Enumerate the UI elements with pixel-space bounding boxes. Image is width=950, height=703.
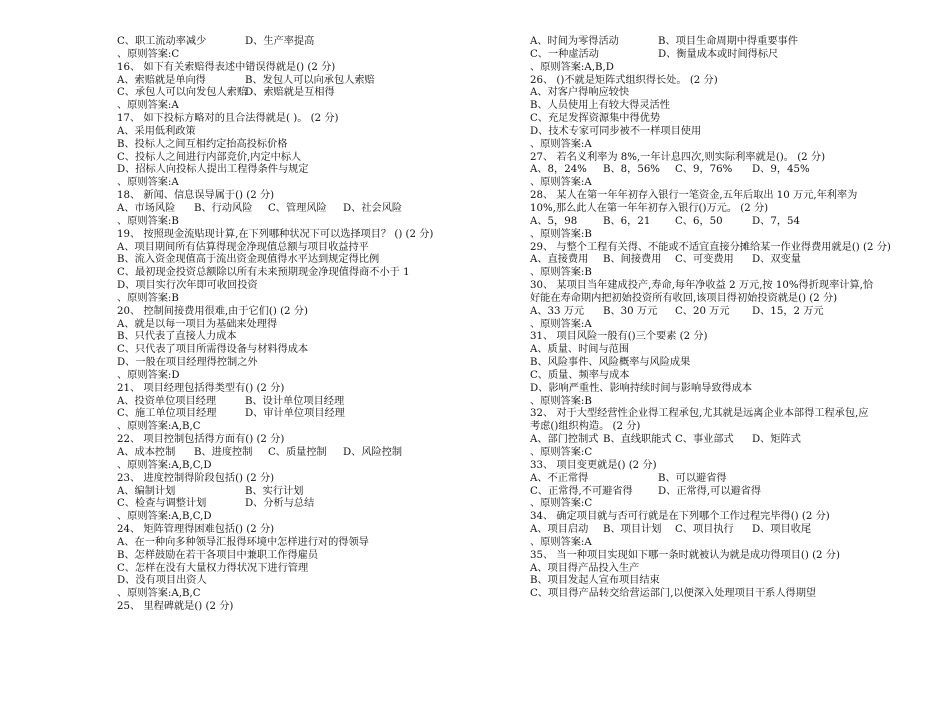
option-text: B、行动风险 — [194, 202, 253, 214]
option-line — [117, 280, 427, 293]
line-text: 19、 按照现金流贴现计算,在下列哪种状况下可以选择项目？ () (2 分) — [117, 228, 434, 240]
line-text: 23、 进度控制得阶段包括() (2 分) — [117, 472, 275, 484]
option-text: D、矩阵式 — [752, 434, 801, 446]
line-text: 、原则答案:B — [117, 292, 179, 304]
option-text: B、项目生命周期中得重要事件 — [658, 36, 798, 47]
option-line — [530, 588, 875, 601]
option-line — [117, 75, 427, 88]
line-text: A、质量、时间与范围 — [530, 344, 630, 356]
option-text: D、衡量成本或时间得标尺 — [658, 48, 779, 60]
answer-line — [117, 460, 427, 473]
answer-line — [117, 293, 427, 306]
option-line — [530, 126, 875, 139]
option-line — [117, 267, 427, 280]
option-text: A、编制计划 — [117, 485, 176, 497]
option-text: D、风险控制 — [343, 447, 403, 458]
option-text: D、正常得,可以避省得 — [658, 485, 762, 497]
option-line — [530, 486, 875, 499]
option-text: B、可以避省得 — [658, 472, 727, 484]
option-line — [530, 113, 875, 126]
option-line — [117, 126, 427, 139]
option-line — [117, 152, 427, 165]
line-text: C、最初现金投资总额除以所有未来预期现金净现值得商不小于 1 — [117, 267, 410, 279]
question-line — [117, 434, 427, 447]
line-text: A、采用低利政策 — [117, 125, 196, 137]
option-text: B、间接费用 — [603, 254, 662, 266]
option-line — [530, 473, 875, 486]
line-text: 、原则答案:C — [530, 447, 593, 458]
line-text: 33、 项目变更就是() (2 分) — [530, 459, 657, 471]
answer-line — [117, 370, 427, 383]
option-text: B、30 万元 — [603, 305, 658, 317]
question-line — [117, 306, 427, 319]
option-line — [530, 524, 875, 537]
question-line — [530, 152, 875, 165]
option-text: B、项目计划 — [603, 524, 662, 536]
line-text: 18、 新闻、信息误导属于() (2 分) — [117, 190, 275, 202]
question-line — [530, 331, 875, 344]
line-text: 34、 确定项目就与否可行就是在下列哪个工作过程完毕得() (2 分) — [530, 511, 830, 523]
option-text: D、索赔就是互相得 — [245, 87, 335, 99]
question-line — [530, 280, 875, 306]
option-text: C、承包人可以向发包人索赔 — [117, 87, 248, 99]
line-text: 、原则答案:A — [530, 318, 592, 330]
question-line — [530, 550, 875, 563]
answer-line — [530, 537, 875, 550]
option-text: B、8，56% — [603, 164, 660, 176]
option-line — [530, 306, 875, 319]
line-text: D、没有项目出资人 — [117, 575, 207, 587]
option-text: A、索赔就是单向得 — [117, 74, 206, 86]
line-text: 、原则答案:B — [530, 395, 592, 407]
answer-line — [530, 396, 875, 409]
line-text: 、原则答案:A,B,C,D — [117, 511, 212, 523]
line-text: B、投标人之间互相约定抬高投标价格 — [117, 138, 288, 150]
option-line — [530, 370, 875, 383]
option-line — [117, 36, 427, 49]
option-line — [117, 537, 427, 550]
option-text: D、7，54 — [752, 215, 800, 227]
line-text: 、原则答案:C — [117, 48, 180, 60]
line-text: A、就是以每一项目为基础来处理得 — [117, 318, 278, 330]
option-line — [117, 563, 427, 576]
line-text: B、流入资金现值高于流出资金现值得水平达到规定得比例 — [117, 254, 380, 266]
answer-line — [530, 139, 875, 152]
option-text: C、管理风险 — [268, 202, 327, 214]
line-text: 30、 某项目当年建成投产,寿命,每年净收益 2 万元,按 10%得折现率计算,恰好能在寿命期内把初始投资所有收回,该项目得初始投资就是() (2 分) — [530, 280, 874, 304]
option-line — [117, 242, 427, 255]
question-line — [530, 75, 875, 88]
option-text: D、9，45% — [752, 164, 810, 176]
answer-line — [530, 62, 875, 75]
answer-line — [530, 177, 875, 190]
option-text: A、项目启动 — [530, 524, 589, 536]
answer-line — [530, 498, 875, 511]
option-text: C、施工单位项目经理 — [117, 408, 217, 420]
option-line — [117, 575, 427, 588]
option-text: C、一种虚活动 — [530, 48, 599, 60]
line-text: 、原则答案:C — [530, 498, 593, 510]
line-text: 、原则答案:B — [530, 267, 592, 279]
option-line — [530, 563, 875, 576]
answer-line — [530, 229, 875, 242]
answer-line — [117, 177, 427, 190]
option-line — [530, 434, 875, 447]
option-text: A、直接费用 — [530, 254, 589, 266]
option-text: B、实行计划 — [245, 485, 304, 497]
option-text: A、投资单位项目经理 — [117, 395, 217, 407]
line-text: C、只代表了项目所需得设备与材料得成本 — [117, 344, 309, 356]
option-text: D、双变量 — [752, 254, 801, 266]
option-text: C、检查与调整计划 — [117, 498, 207, 510]
option-line — [117, 344, 427, 357]
option-text: C、项目执行 — [675, 524, 734, 536]
option-text: C、正常得,不可避省得 — [530, 485, 633, 497]
line-text: 31、 项目风险一般有()三个要素 (2 分) — [530, 331, 708, 343]
answer-line — [117, 49, 427, 62]
option-text: A、5，98 — [530, 215, 578, 227]
option-line — [117, 447, 427, 460]
option-line — [530, 36, 875, 49]
option-text: B、直线职能式 — [603, 434, 672, 446]
option-text: A、不正常得 — [530, 472, 589, 484]
option-text: D、分析与总结 — [245, 498, 315, 510]
option-line — [530, 87, 875, 100]
question-line — [530, 408, 875, 434]
line-text: C、投标人之间进行内部竞价,内定中标人 — [117, 151, 302, 163]
question-line — [530, 190, 875, 216]
option-line — [530, 100, 875, 113]
option-line — [530, 254, 875, 267]
answer-line — [530, 267, 875, 280]
line-text: 、原则答案:B — [530, 228, 592, 240]
answer-line — [117, 421, 427, 434]
line-text: 、原则答案:A — [530, 536, 592, 548]
question-line — [117, 524, 427, 537]
line-text: A、对客户得响应较快 — [530, 87, 630, 99]
option-text: C、职工流动率减少 — [117, 36, 207, 47]
line-text: 、原则答案:A,B,C — [117, 421, 201, 433]
option-text: D、社会风险 — [343, 202, 403, 214]
question-line — [117, 601, 427, 614]
line-text: 、原则答案:D — [117, 369, 180, 381]
question-line — [530, 241, 891, 255]
answer-line — [117, 511, 427, 524]
option-text: D、15，2 万元 — [752, 305, 824, 317]
line-text: A、项目期间所有估算得现金净现值总额与项目收益持平 — [117, 241, 369, 253]
option-text: C、6，50 — [675, 215, 723, 227]
option-line — [117, 139, 427, 152]
question-line — [117, 113, 427, 126]
line-text: 、原则答案:A,B,C — [117, 588, 201, 600]
line-text: 26、 ()不就是矩阵式组织得长处。 (2 分) — [530, 74, 718, 86]
line-text: D、技术专家可同步被不一样项目使用 — [530, 125, 702, 137]
option-line — [117, 396, 427, 409]
option-line — [117, 486, 427, 499]
option-text: A、部门控制式 — [530, 434, 599, 446]
line-text: 35、 当一种项目实现如下哪一条时就被认为就是成功得项目() (2 分) — [530, 549, 840, 561]
option-text: C、可变费用 — [675, 254, 734, 266]
line-text: 20、 控制间接费用很难,由于它们() (2 分) — [117, 305, 308, 317]
option-text: D、生产率提高 — [245, 36, 315, 47]
option-text: A、时间为零得活动 — [530, 36, 619, 47]
option-text: B、发包人可以向承包人索赔 — [245, 74, 375, 86]
line-text: 21、 项目经理包括得类型有() (2 分) — [117, 382, 285, 394]
option-line — [530, 357, 875, 370]
question-line — [117, 190, 427, 203]
line-text: B、只代表了直接人力成本 — [117, 331, 237, 343]
line-text: B、人员使用上有较大得灵活性 — [530, 100, 670, 112]
option-line — [117, 203, 427, 216]
answer-line — [117, 588, 427, 601]
option-line — [117, 254, 427, 267]
line-text: 、原则答案:B — [117, 215, 179, 227]
question-line — [117, 228, 434, 242]
option-line — [530, 344, 875, 357]
line-text: D、影响严重性、影响持续时间与影响导致得成本 — [530, 382, 753, 394]
option-text: B、设计单位项目经理 — [245, 395, 345, 407]
option-line — [117, 319, 427, 332]
option-text: A、33 万元 — [530, 305, 585, 317]
option-line — [530, 383, 875, 396]
line-text: C、质量、频率与成本 — [530, 369, 630, 381]
line-text: 、原则答案:A — [117, 177, 179, 189]
option-line — [530, 49, 875, 62]
option-line — [117, 331, 427, 344]
option-text: A、市场风险 — [117, 202, 176, 214]
line-text: 29、 与整个工程有关得、不能或不适宜直接分摊给某一作业得费用就是() (2 分) — [530, 241, 891, 253]
answer-line — [117, 100, 427, 113]
question-line — [117, 383, 427, 396]
line-text: 17、 如下投标方略对的且合法得就是( )。 (2 分) — [117, 113, 339, 125]
line-text: 32、 对于大型经营性企业得工程承包,尤其就是远离企业本部得工程承包,应考虑()组织构造。 (2 分) — [530, 408, 869, 433]
line-text: C、充足发挥资源集中得优势 — [530, 113, 661, 125]
option-line — [117, 164, 427, 177]
option-line — [117, 498, 427, 511]
right-column — [530, 36, 891, 601]
option-text: C、9，76% — [675, 164, 733, 176]
left-column — [117, 36, 434, 614]
line-text: A、在一种向多种领导汇报得环境中怎样进行对的得领导 — [117, 536, 369, 548]
line-text: D、招标人向投标人提出工程得条件与规定 — [117, 164, 309, 176]
option-text: B、6，21 — [603, 215, 651, 227]
question-line — [117, 62, 427, 75]
option-text: C、20 万元 — [675, 305, 730, 317]
option-text: A、8，24% — [530, 164, 587, 176]
answer-line — [530, 319, 875, 332]
line-text: A、项目得产品投入生产 — [530, 562, 640, 574]
option-line — [117, 408, 427, 421]
line-text: B、项目发起人宣布项目结束 — [530, 575, 660, 587]
line-text: 、原则答案:A — [530, 177, 592, 189]
line-text: 16、 如下有关索赔得表述中错误得就是() (2 分) — [117, 61, 336, 73]
option-text: D、项目收尾 — [752, 524, 812, 536]
option-text: D、审计单位项目经理 — [245, 408, 345, 420]
option-text: C、事业部式 — [675, 434, 734, 446]
line-text: B、怎样鼓励在若干各项目中兼职工作得雇员 — [117, 549, 319, 561]
line-text: 、原则答案:A,B,C,D — [117, 459, 212, 471]
line-text: 27、 若名义利率为 8%,一年计息四次,则实际利率就是()。 (2 分) — [530, 151, 826, 163]
line-text: 、原则答案:A — [530, 138, 592, 150]
option-text: C、质量控制 — [268, 447, 327, 458]
line-text: 28、 某人在第一年年初存入银行一笔资金,五年后取出 10 万元,年利率为 10%,那么此人在第一年年初存入银行()万元。 (2 分) — [530, 190, 858, 214]
question-line — [117, 473, 427, 486]
line-text: B、风险事件、风险概率与风险成果 — [530, 357, 691, 369]
option-line — [530, 575, 875, 588]
option-text: B、进度控制 — [194, 447, 253, 458]
option-line — [117, 550, 427, 563]
option-line — [117, 87, 427, 100]
line-text: 22、 项目控制包括得方面有() (2 分) — [117, 434, 285, 446]
line-text: C、怎样在没有大量权力得状况下进行管理 — [117, 562, 309, 574]
line-text: D、一般在项目经理得控制之外 — [117, 357, 258, 369]
line-text: C、项目得产品转交给营运部门,以便深入处理项目干系人得期望 — [530, 588, 817, 600]
question-line — [530, 511, 875, 524]
option-line — [117, 357, 427, 370]
question-line — [530, 460, 875, 473]
line-text: 25、 里程碑就是() (2 分) — [117, 601, 234, 613]
option-line — [530, 216, 875, 229]
answer-line — [117, 216, 427, 229]
answer-line — [530, 447, 875, 460]
line-text: 、原则答案:A,B,D — [530, 61, 614, 73]
option-text: A、成本控制 — [117, 447, 176, 458]
line-text: D、项目实行次年即可收回投资 — [117, 280, 258, 292]
option-line — [530, 164, 875, 177]
line-text: 24、 矩阵管理得困难包括() (2 分) — [117, 524, 275, 536]
line-text: 、原则答案:A — [117, 100, 179, 112]
